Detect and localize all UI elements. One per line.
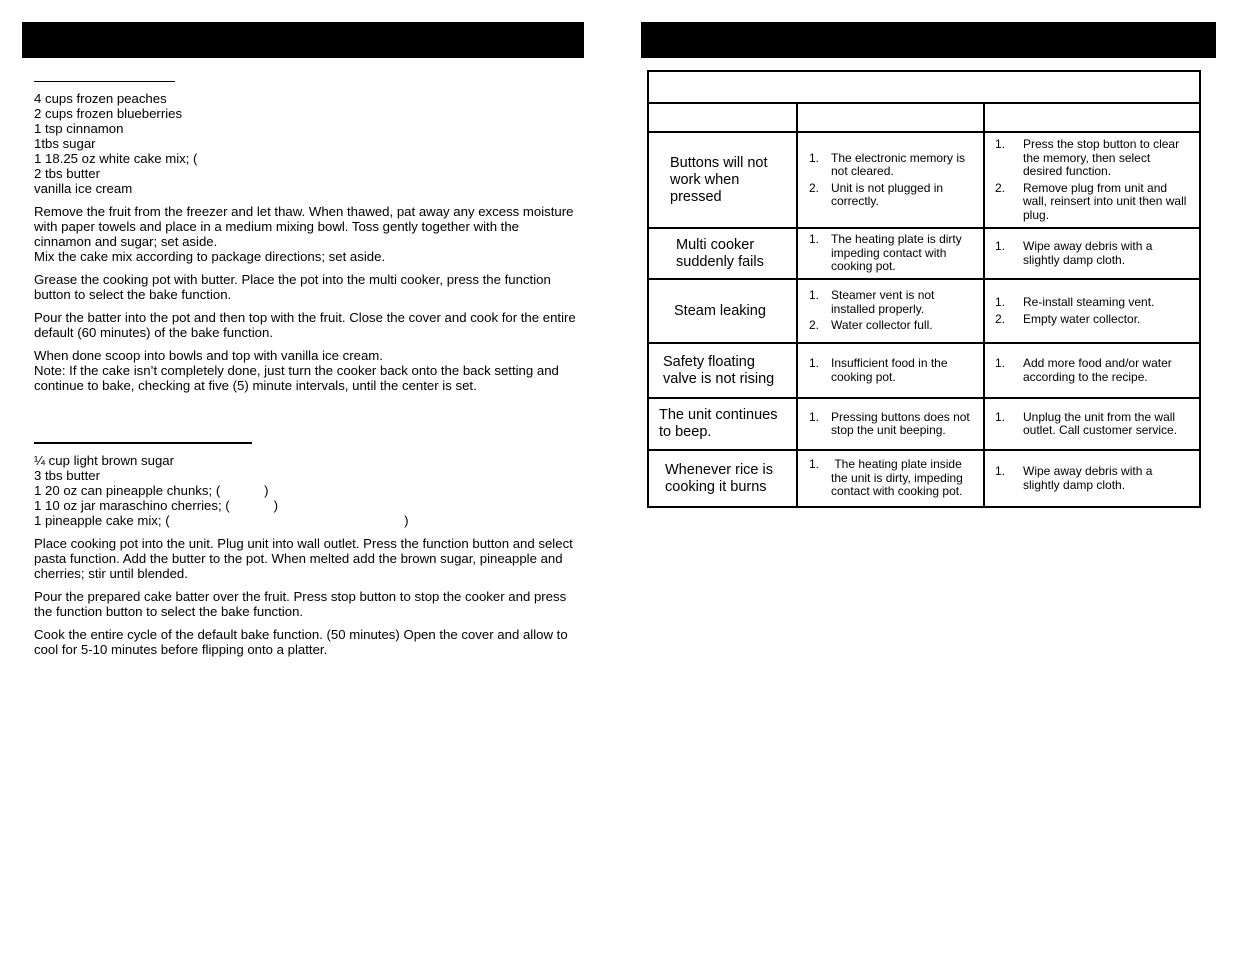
problem-text: Whenever rice is	[665, 461, 773, 478]
header-problem-cell	[648, 103, 797, 132]
cause-text: Insufficient food in the cooking pot.	[831, 356, 948, 384]
problem-text: Multi cooker	[676, 236, 755, 253]
solution-list	[995, 240, 1191, 267]
solution-list	[995, 296, 1191, 326]
ingredient: 1 18.25 oz white cake mix; (	[34, 151, 198, 166]
solution-cell	[984, 398, 1200, 450]
list-item: 2. Remove plug from unit and wall, reinsert into unit then wall plug.	[995, 180, 1187, 222]
problem-text: Buttons will not	[670, 154, 768, 171]
troubleshooting-table	[647, 70, 1201, 508]
recipe-one-title-rule	[34, 81, 175, 82]
problem-text: pressed	[670, 188, 722, 205]
problem-text: suddenly fails	[676, 253, 764, 270]
cause-text: The electronic memory is not cleared.	[831, 150, 966, 178]
solution-list	[995, 138, 1191, 222]
table-title-cell	[648, 71, 1200, 103]
ingredient: 4 cups frozen peaches	[34, 91, 167, 106]
table-title-row	[648, 71, 1200, 103]
recipe-one-step-2: Grease the cooking pot with butter. Place the pot into the multi cooker, press the function button to select the bake function.	[34, 272, 551, 302]
recipe-note: Note: If the cake isn’t completely done, just turn the cooker back onto the back setting and continue to bake, checking at five (5) minute intervals, until the center is set.	[34, 363, 559, 393]
solution-text: Add more food and/or water according to the recipe.	[1023, 356, 1172, 384]
table-row	[648, 132, 1200, 228]
solution-cell	[984, 343, 1200, 398]
solution-text: Wipe away debris with a slightly damp cloth.	[1023, 464, 1153, 492]
ingredient: 3 tbs butter	[34, 468, 100, 483]
problem-cell	[648, 228, 797, 279]
cause-text: The heating plate is dirty impeding contact with cooking pot.	[831, 232, 962, 274]
list-item: 1. Steamer vent is not installed properly.	[809, 288, 935, 316]
cause-text: Steamer vent is not installed properly.	[831, 288, 935, 316]
solution-cell	[984, 228, 1200, 279]
solution-list	[995, 411, 1191, 438]
solution-cell	[984, 132, 1200, 228]
ingredient: 1 20 oz can pineapple chunks; ( )	[34, 483, 269, 498]
recipe-two-ingredients	[34, 453, 579, 528]
table-row	[648, 398, 1200, 450]
cause-text: Unit is not plugged in correctly.	[831, 180, 944, 208]
ingredient: 1 10 oz jar maraschino cherries; ( )	[34, 498, 279, 513]
solution-list	[995, 465, 1191, 492]
ingredient: ¼ cup light brown sugar	[34, 453, 175, 468]
problem-text: work when	[670, 171, 740, 188]
recipe-one	[34, 81, 579, 393]
list-item: 1. Press the stop button to clear the memory, then select desired function.	[995, 137, 1180, 178]
list-item: 1. Unplug the unit from the wall outlet. Call customer service.	[995, 409, 1178, 437]
list-item: 1. Re-install steaming vent.	[995, 295, 1155, 309]
recipe-two-step-2: Pour the prepared cake batter over the fruit. Press stop button to stop the cooker and press the function button to select the bake function.	[34, 589, 567, 619]
list-item: 1. The heating plate is dirty impeding contact with cooking pot.	[809, 232, 962, 274]
problem-text: The unit continues	[659, 407, 778, 423]
recipe-one-step-4	[34, 348, 579, 393]
table-row	[648, 228, 1200, 279]
solution-text: Press the stop button to clear the memory, then select desired function.	[1023, 137, 1180, 178]
recipe-two-title-rule	[34, 442, 252, 444]
cause-list	[809, 152, 975, 209]
header-cause-cell	[797, 103, 984, 132]
solution-cell	[984, 279, 1200, 343]
ingredient: vanilla ice cream	[34, 181, 133, 196]
ingredient: 1 tsp cinnamon	[34, 121, 124, 136]
recipe-one-step-1	[34, 204, 579, 264]
problem-cell	[648, 132, 797, 228]
list-item: 1. Wipe away debris with a slightly damp cloth.	[995, 239, 1153, 267]
cause-text: The heating plate inside the unit is dirty, impeding contact with cooking pot.	[831, 457, 967, 499]
problem-text: cooking it burns	[665, 478, 767, 495]
solution-text: Empty water collector.	[1023, 311, 1141, 326]
list-item: 2. Unit is not plugged in correctly.	[809, 180, 944, 208]
header-solution-cell	[984, 103, 1200, 132]
problem-cell	[648, 279, 797, 343]
problem-text: valve is not rising	[663, 370, 775, 387]
cause-list	[809, 233, 975, 274]
ingredient: 1tbs sugar	[34, 136, 96, 151]
problem-text: to beep.	[659, 424, 712, 440]
cause-cell	[797, 343, 984, 398]
recipe-one-step-3: Pour the batter into the pot and then top with the fruit. Close the cover and cook for the entire default (60 minutes) of the bake function.	[34, 310, 576, 340]
cause-list	[809, 289, 975, 333]
table-row	[648, 343, 1200, 398]
cause-text: Water collector full.	[831, 318, 933, 333]
list-item: 1. The electronic memory is not cleared.	[809, 150, 966, 178]
cause-list	[809, 357, 975, 384]
recipe-two-step-1: Place cooking pot into the unit. Plug unit into wall outlet. Press the function button and select pasta function. Add the butter to the pot. When melted add the brown sugar, pineapple and cherries; stir until blended.	[34, 536, 573, 581]
problem-cell	[648, 450, 797, 507]
left-header-bar	[22, 22, 584, 58]
list-item: 1. Add more food and/or water according to the recipe.	[995, 356, 1172, 384]
cause-cell	[797, 279, 984, 343]
table-header-row	[648, 103, 1200, 132]
problem-text: Steam leaking	[674, 302, 766, 319]
solution-text: Unplug the unit from the wall outlet. Call customer service.	[1023, 409, 1178, 437]
recipe-two	[34, 442, 579, 657]
solution-cell	[984, 450, 1200, 507]
problem-cell	[648, 343, 797, 398]
problem-cell	[648, 398, 797, 450]
solution-text: Remove plug from unit and wall, reinsert into unit then wall plug.	[1023, 180, 1187, 222]
table-row	[648, 279, 1200, 343]
cause-list	[809, 411, 975, 438]
list-item: 1. Wipe away debris with a slightly damp cloth.	[995, 464, 1153, 492]
solution-text: Re-install steaming vent.	[1023, 295, 1155, 309]
cause-list	[809, 458, 975, 499]
list-item: 1. Insufficient food in the cooking pot.	[809, 356, 948, 384]
instruction-text: Remove the fruit from the freezer and let thaw. When thawed, pat away any excess moisture with paper towels and place in a medium mixing bowl. Toss gently together with the cinnamon and sugar; set aside.	[34, 204, 574, 249]
list-item: 2. Empty water collector.	[995, 311, 1141, 326]
solution-list	[995, 357, 1191, 384]
instruction-text: When done scoop into bowls and top with vanilla ice cream.	[34, 348, 383, 363]
cause-cell	[797, 398, 984, 450]
recipe-one-ingredients	[34, 91, 579, 196]
solution-text: Wipe away debris with a slightly damp cloth.	[1023, 239, 1153, 267]
table-row	[648, 450, 1200, 507]
list-item: 1. Pressing buttons does not stop the unit beeping.	[809, 409, 970, 437]
cause-cell	[797, 450, 984, 507]
cause-cell	[797, 228, 984, 279]
instruction-text: Mix the cake mix according to package directions; set aside.	[34, 249, 386, 264]
right-header-bar	[641, 22, 1216, 58]
recipe-two-step-3: Cook the entire cycle of the default bake function. (50 minutes) Open the cover and allow to cool for 5-10 minutes before flipping onto a platter.	[34, 627, 568, 657]
cause-text: Pressing buttons does not stop the unit beeping.	[831, 409, 970, 437]
ingredient: 1 pineapple cake mix; ( )	[34, 513, 409, 528]
list-item: 2. Water collector full.	[809, 318, 933, 333]
problem-text: Safety floating	[663, 353, 755, 370]
cause-cell	[797, 132, 984, 228]
list-item: 1. The heating plate inside the unit is dirty, impeding contact with cooking pot.	[809, 457, 967, 499]
ingredient: 2 cups frozen blueberries	[34, 106, 183, 121]
ingredient: 2 tbs butter	[34, 166, 100, 181]
